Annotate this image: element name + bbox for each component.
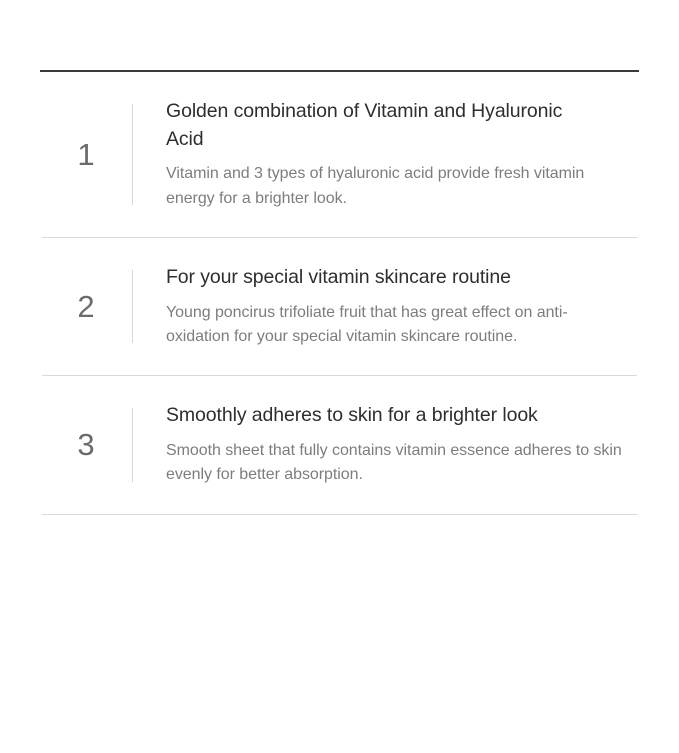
feature-description: Vitamin and 3 types of hyaluronic acid provide fresh vitamin energy for a brighter look. [166, 165, 585, 207]
feature-page [0, 70, 679, 753]
feature-item [40, 238, 639, 375]
feature-title: Golden combination of Vitamin and Hyaluronic Acid [166, 100, 563, 150]
feature-item [40, 376, 639, 513]
feature-title: Smoothly adheres to skin for a brighter look [166, 404, 538, 427]
feature-list [40, 72, 639, 515]
feature-description: Smooth sheet that fully contains vitamin essence adheres to skin evenly for better absorption. [166, 442, 622, 484]
feature-number: 3 [77, 427, 95, 463]
feature-text [133, 98, 636, 211]
feature-text [133, 264, 636, 349]
bottom-divider [42, 514, 637, 515]
bottom-spacer [40, 515, 639, 545]
feature-number: 2 [77, 289, 95, 325]
feature-item [40, 72, 639, 237]
feature-description: Young poncirus trifoliate fruit that has great effect on anti-oxidation for your special vitamin skincare routine. [166, 303, 568, 345]
feature-text [133, 402, 636, 487]
feature-title: For your special vitamin skincare routine [166, 266, 511, 288]
feature-number: 1 [77, 137, 95, 172]
